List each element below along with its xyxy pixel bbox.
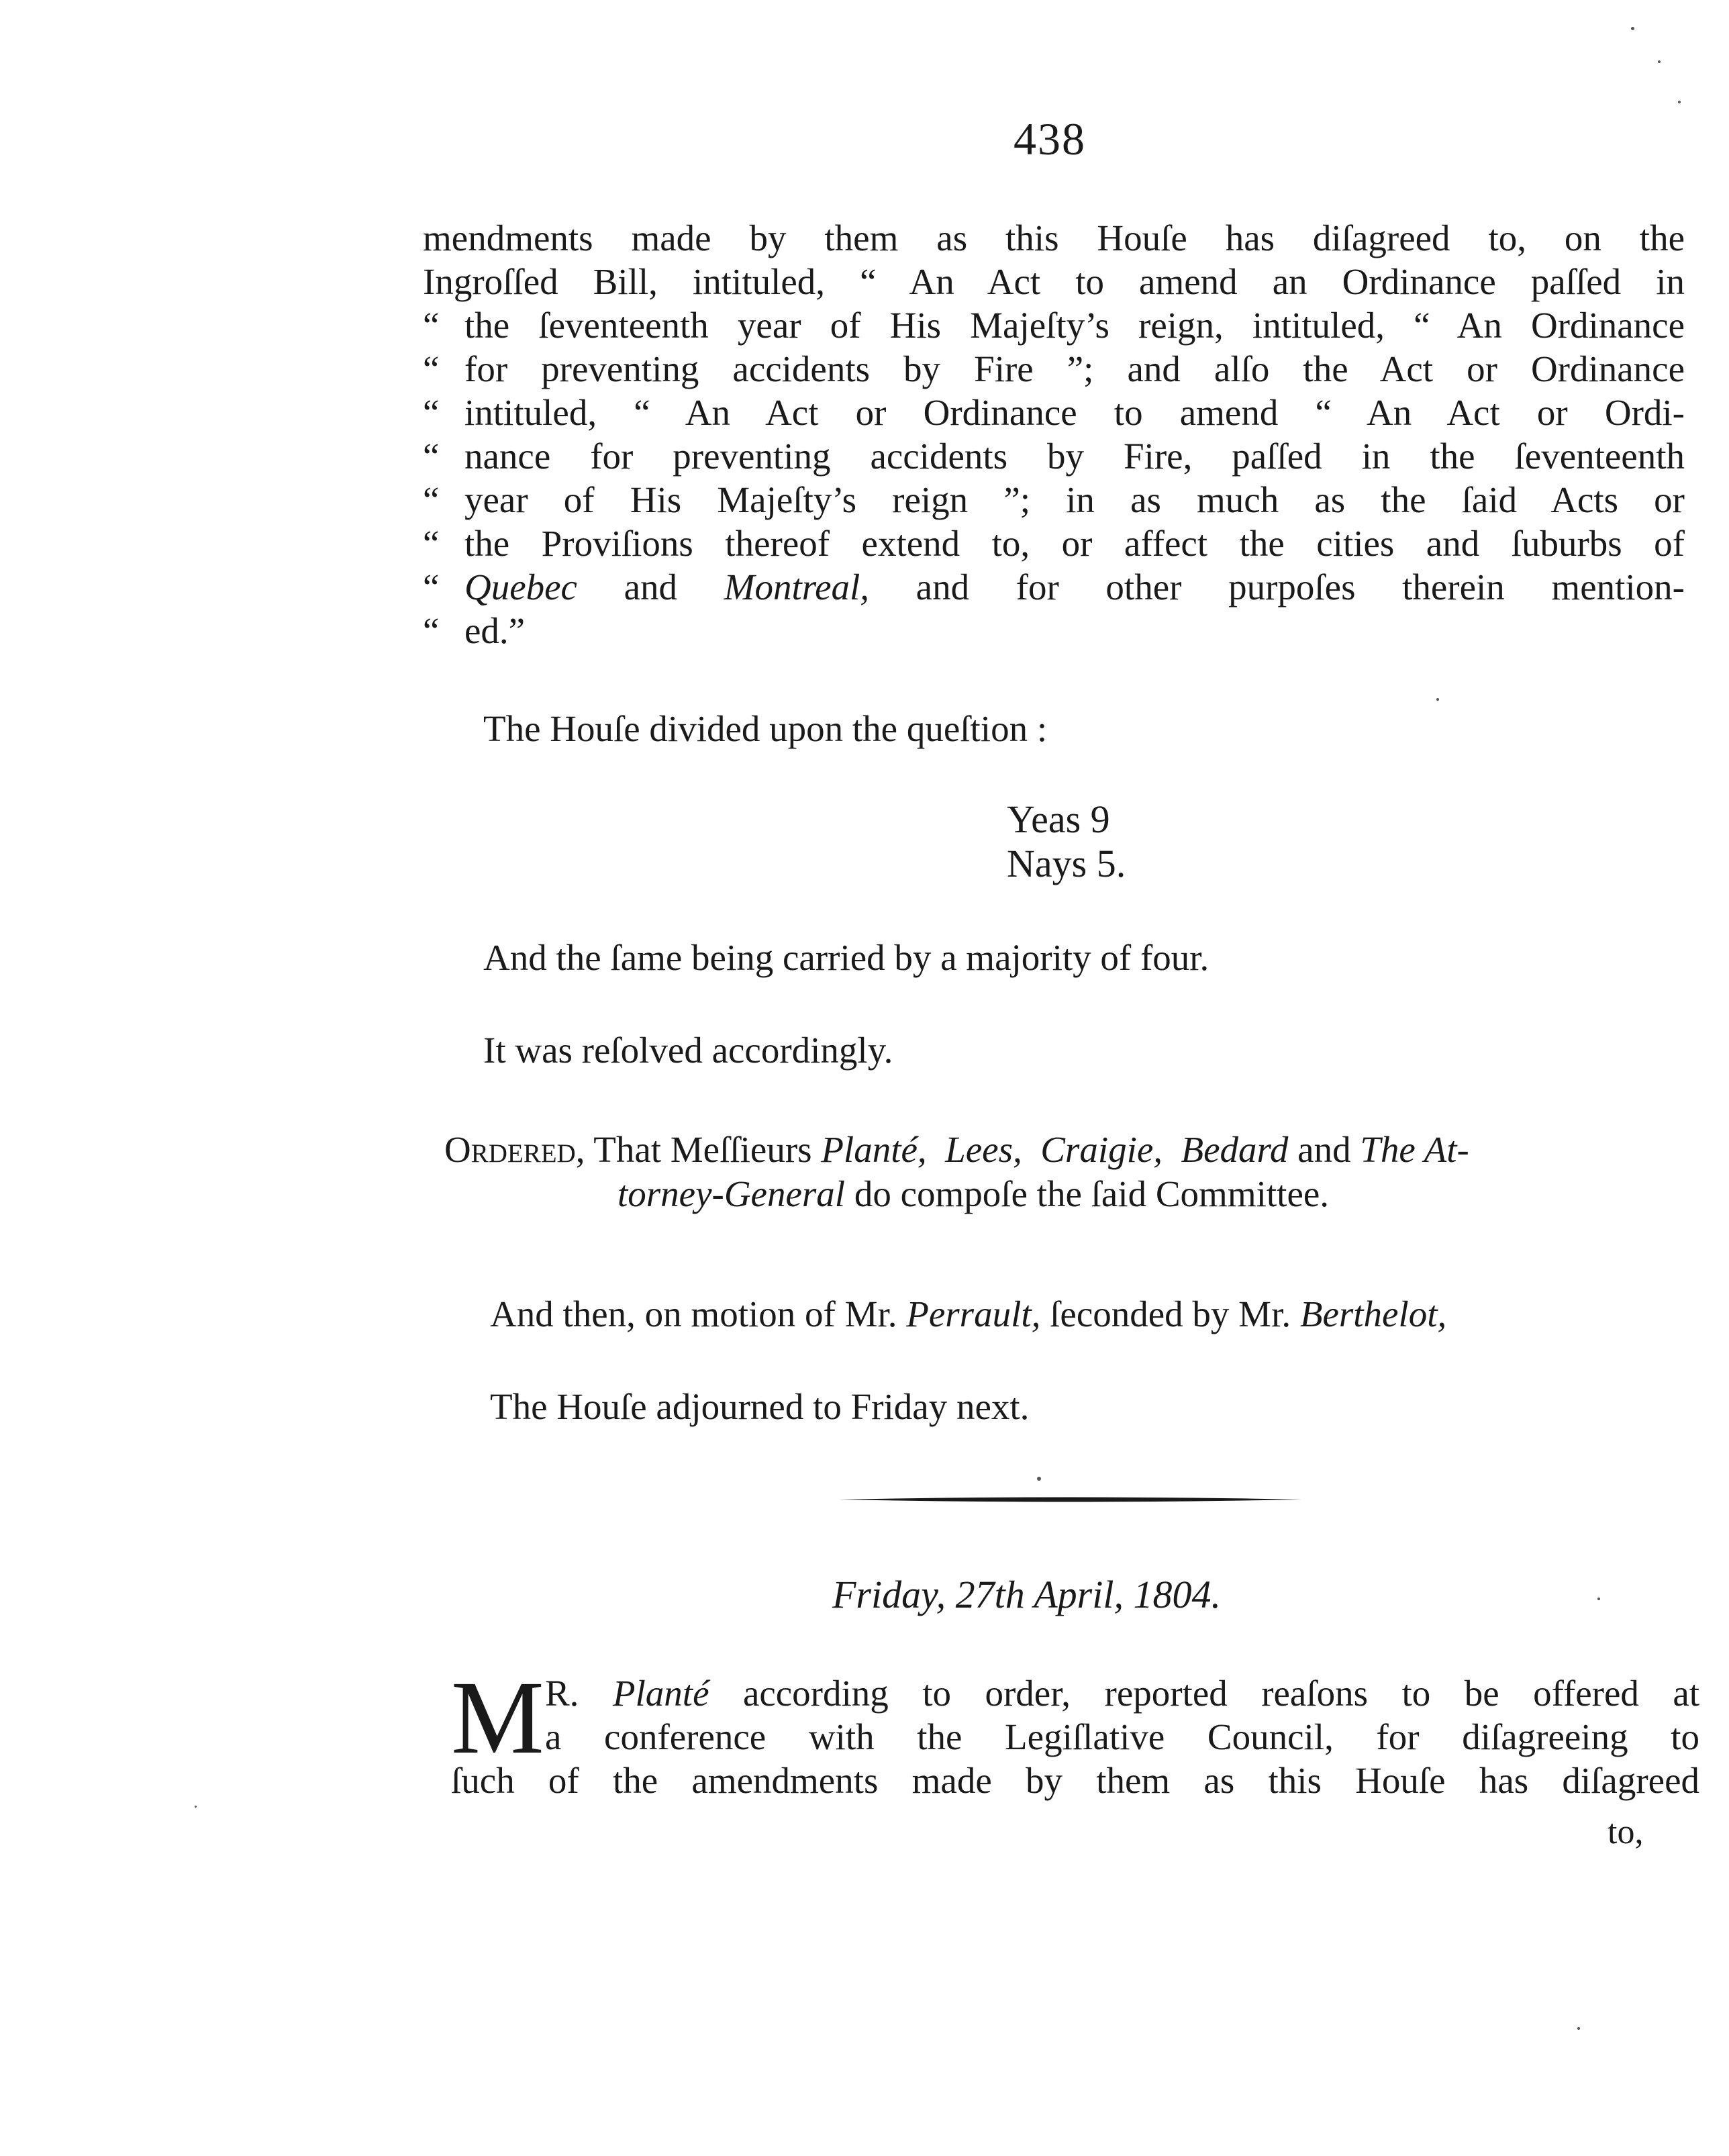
carried-text: And the ſame being carried by a majority of four. [483, 937, 1209, 978]
ordered-line-2: torney-General do compoſe the ſaid Committee. [618, 1173, 1330, 1214]
scan-speck [195, 1806, 197, 1808]
text-line: Ingroſſed Bill, intituled, “ An Act to amend an Ordinance paſſed in [423, 261, 1685, 302]
adjourned-text: The Houſe adjourned to Friday next. [490, 1386, 1030, 1427]
scan-speck [1658, 60, 1661, 63]
scan-speck [1631, 27, 1634, 30]
date-heading: Friday, 27th April, 1804. [832, 1573, 1221, 1616]
page-number: 438 [1014, 113, 1086, 164]
text-line: “ nance for preventing accidents by Fire, paſſed in the ſeventeenth [423, 436, 1685, 477]
text-line: mendments made by them as this Houſe has diſagreed to, on the [423, 217, 1685, 258]
scan-speck [1436, 698, 1439, 701]
text-line: “ intituled, “ An Act or Ordinance to amend “ An Act or Ordi- [423, 392, 1685, 433]
ordered-line-1: Ordered, That Meſſieurs Planté, Lees, Craigie, Bedard and The At- [444, 1129, 1469, 1170]
text-line: “ Quebec and Montreal, and for other purpoſes therein mention- [423, 567, 1685, 607]
resolved-text: It was reſolved accordingly. [483, 1030, 893, 1071]
place-name: Quebec [464, 567, 577, 607]
scan-speck [1577, 2027, 1580, 2030]
text-line: a conference with the Legiſlative Council, for diſagreeing to [545, 1716, 1699, 1757]
drop-cap: M [451, 1659, 544, 1775]
text-line: “ the Proviſions thereof extend to, or affect the cities and ſuburbs of [423, 523, 1685, 564]
yeas-count: Yeas 9 [1007, 797, 1110, 841]
division-text: The Houſe divided upon the queſtion : [483, 708, 1048, 749]
text-line: ſuch of the amendments made by them as this Houſe has diſagreed [451, 1760, 1699, 1801]
final-paragraph [451, 1671, 1699, 1802]
adjourn-motion: And then, on motion of Mr. Perrault, ſeconded by Mr. Berthelot, [490, 1293, 1447, 1334]
catchword: to, [1608, 1813, 1644, 1851]
text-line: “ ed.” [423, 610, 526, 651]
nays-count: Nays 5. [1007, 842, 1126, 885]
text-line: “ the ſeventeenth year of His Majeſty’s reign, intituled, “ An Ordinance [423, 305, 1685, 346]
scan-speck [1037, 1477, 1041, 1481]
continued-paragraph [423, 216, 1685, 652]
ordered-lead: Ordered [444, 1129, 576, 1170]
scan-speck [1597, 1598, 1600, 1600]
section-rule [839, 1496, 1302, 1503]
scan-speck [1678, 101, 1681, 103]
text-line: “ year of His Majeſty’s reign ”; in as much as the ſaid Acts or [423, 479, 1685, 520]
text-line: “ for preventing accidents by Fire ”; and alſo the Act or Ordinance [423, 348, 1685, 389]
place-name: Montreal, [724, 567, 870, 607]
text-line: R. Planté according to order, reported reaſons to be offered at [545, 1673, 1700, 1714]
